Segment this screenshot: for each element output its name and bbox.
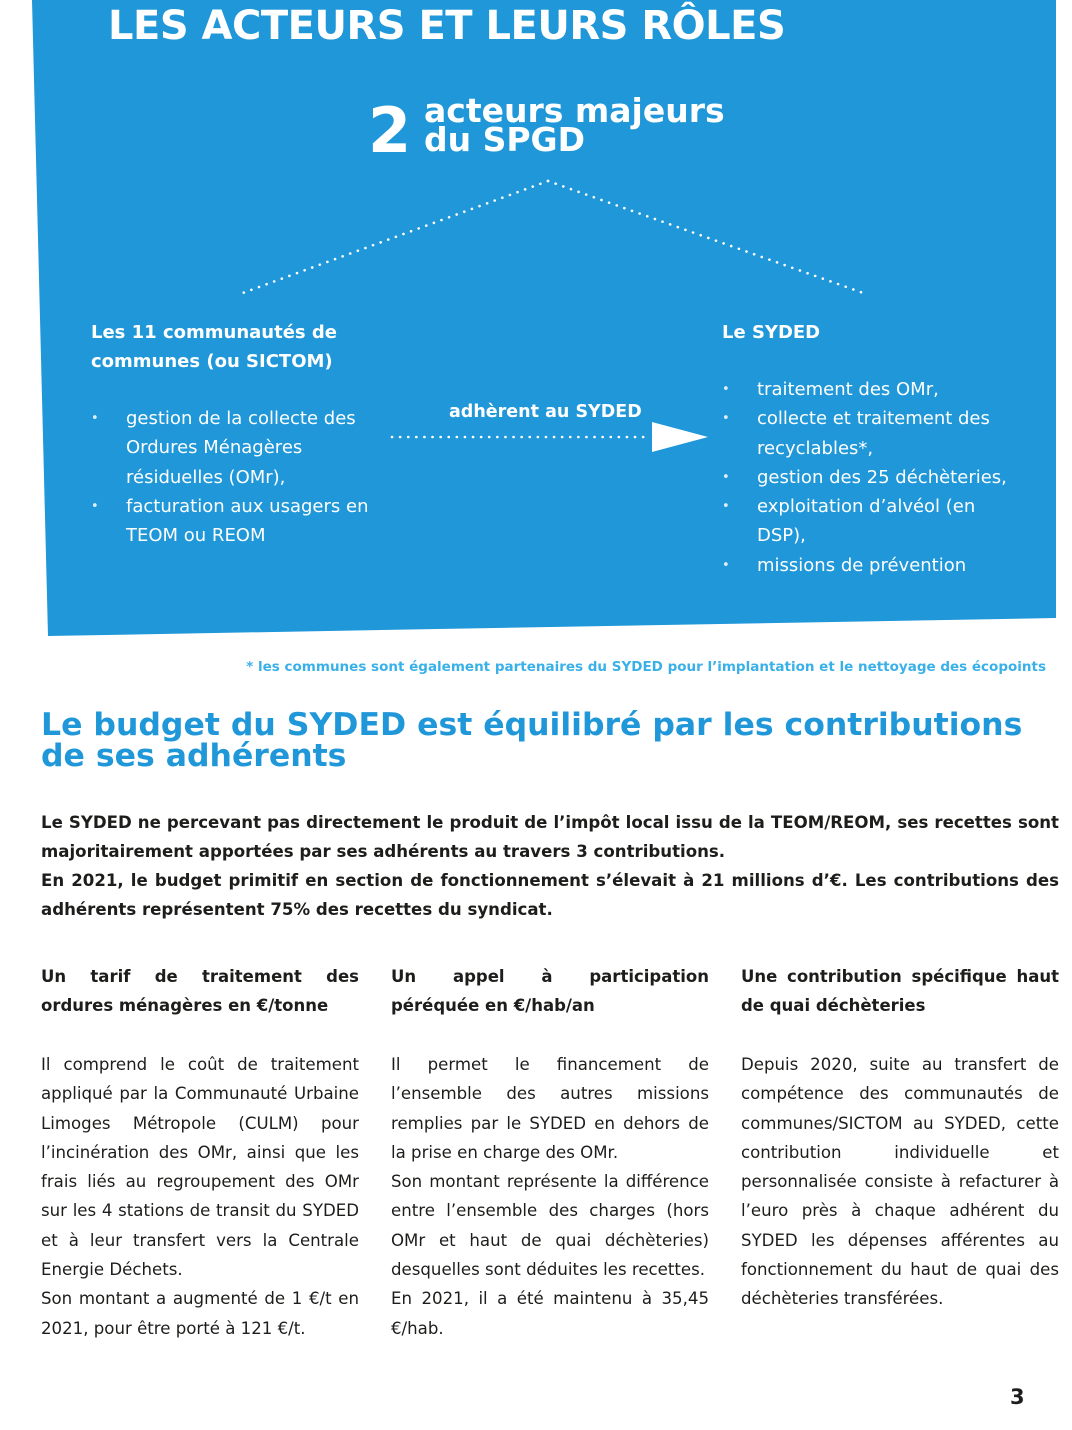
intro-paragraph-2: En 2021, le budget primitif en section de fonctionnement s’élevait à 21 millions d’€. Les contributions des adhérents représentent 75% des recettes du syndicat. xyxy=(41,871,1059,919)
actors-banner xyxy=(0,0,1072,640)
subtitle-line-1: acteurs majeurs xyxy=(424,91,725,130)
right-actor-list xyxy=(722,375,1022,580)
intro-paragraph-1: Le SYDED ne percevant pas directement le produit de l’impôt local issu de la TEOM/REOM, ses recettes sont majoritairement apportées par ses adhérents au travers 3 contributions. xyxy=(41,813,1059,861)
contribution-column-1 xyxy=(41,962,359,1343)
banner-title: LES ACTEURS ET LEURS RÔLES xyxy=(108,3,786,49)
column-title: Un tarif de traitement des ordures ménagères en €/tonne xyxy=(41,967,359,1016)
list-item: • missions de prévention xyxy=(722,551,1022,580)
left-actor-heading: Les 11 communautés de communes (ou SICTOM) xyxy=(91,322,337,372)
column-paragraph: En 2021, il a été maintenu à 35,45 €/hab. xyxy=(391,1289,709,1338)
column-paragraph: Il permet le financement de l’ensemble des autres missions remplies par le SYDED en dehors de la prise en charge des OMr. xyxy=(391,1055,709,1162)
relation-label: adhèrent au SYDED xyxy=(449,402,642,422)
list-item: • facturation aux usagers en TEOM ou REOM xyxy=(91,492,391,551)
right-actor-heading: Le SYDED xyxy=(722,322,821,343)
intro-text xyxy=(41,808,1059,924)
section-title: Le budget du SYDED est équilibré par les contributions de ses adhérents xyxy=(41,707,1023,774)
list-item: • gestion des 25 déchèteries, xyxy=(722,463,1022,492)
page-number: 3 xyxy=(1010,1385,1025,1409)
list-item: • exploitation d’alvéol (en DSP), xyxy=(722,492,1022,551)
actors-subtitle xyxy=(424,91,784,159)
column-paragraph: Depuis 2020, suite au transfert de compétence des communautés de communes/SICTOM au SYDED, cette contribution individuelle et personnalisée consiste à refacturer à l’euro près à chaque adhérent du SYDED les dépenses afférentes au fonctionnement du haut de quai des déchèteries transférées. xyxy=(741,1055,1059,1309)
column-title: Une contribution spécifique haut de quai déchèteries xyxy=(741,967,1059,1016)
column-body xyxy=(741,1050,1059,1314)
column-body xyxy=(391,1050,709,1343)
contribution-column-3 xyxy=(741,962,1059,1314)
subtitle-line-2: du SPGD xyxy=(424,120,586,159)
column-paragraph: Son montant représente la différence entre l’ensemble des charges (hors OMr et haut de quai déchèteries) desquelles sont déduites les recettes. xyxy=(391,1172,709,1280)
list-item: • gestion de la collecte des Ordures Ménagères résiduelles (OMr), xyxy=(91,404,391,492)
column-title: Un appel à participation péréquée en €/hab/an xyxy=(391,967,709,1016)
contribution-column-2 xyxy=(391,962,709,1343)
column-paragraph: Son montant a augmenté de 1 €/t en 2021, pour être porté à 121 €/t. xyxy=(41,1289,359,1338)
column-body xyxy=(41,1050,359,1343)
list-item: • collecte et traitement des recyclables*, xyxy=(722,404,1022,463)
list-item: • traitement des OMr, xyxy=(722,375,1022,404)
actors-count: 2 xyxy=(368,94,412,167)
left-actor-list xyxy=(91,404,391,550)
footnote: * les communes sont également partenaires du SYDED pour l’implantation et le nettoyage des écopoints xyxy=(246,659,1046,675)
column-paragraph: Il comprend le coût de traitement appliqué par la Communauté Urbaine Limoges Métropole (CULM) pour l’incinération des OMr, ainsi que les frais liés au regroupement des OMr sur les 4 stations de transit du SYDED et à leur transfert vers la Centrale Energie Déchets. xyxy=(41,1055,359,1280)
